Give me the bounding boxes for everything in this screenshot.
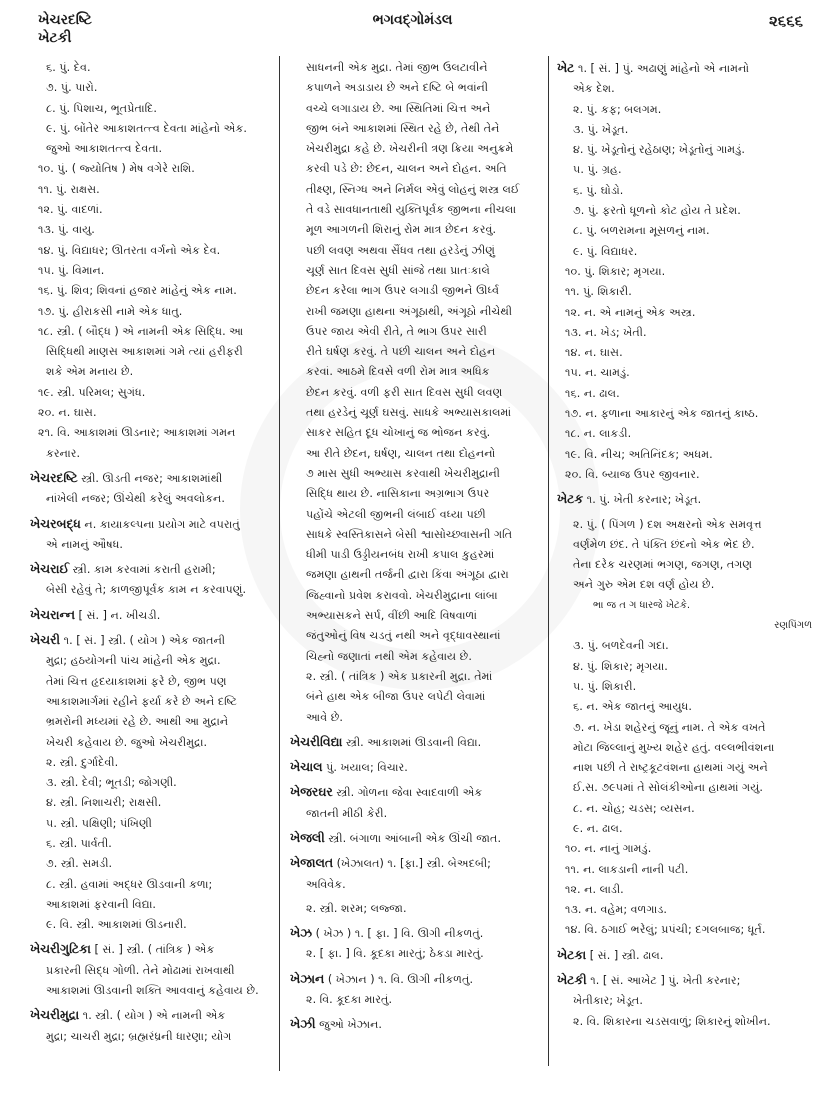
definition-text: [ સં. ] સ્ત્રી. ( તાંત્રિક ) એક: [90, 943, 215, 957]
dictionary-line: કરવી પડે છે: છેદન, ચાલન અને દોહન. અતિ: [306, 162, 507, 176]
dictionary-line: જિહ્વાનો પ્રવેશ કરાવવો. ખેચરીમુદ્રાના લાંબા: [306, 588, 498, 602]
dictionary-line: ભ્રમરોની મધ્યમાં રહે છે. આથી આ મુદ્રાને: [46, 715, 229, 729]
dictionary-line: ૩. પું. ખેડૂત.: [573, 122, 629, 136]
headword: ખેજરઘર: [290, 784, 333, 800]
guide-word-bottom: ખેટકી: [38, 30, 72, 46]
dictionary-line: ૪. પું. ખેડૂતોનું રહેઠાણ; ખેડૂતોનું ગામડું.: [573, 143, 745, 157]
dictionary-line: બંને હાથ એક બીજા ઉપર લપેટી લેવામાં: [306, 690, 486, 704]
book-title: ભગવદ્ગોમંડલ: [372, 12, 453, 28]
definition-text: ન. કાયાકલ્પના પ્રયોગ માટે વપરાતું: [80, 517, 240, 531]
dictionary-line: ૭. પું. ફરતો ધૂળનો કોટ હોય તે પ્રદેશ.: [573, 204, 741, 218]
headword: ખેટ: [557, 60, 575, 75]
dictionary-line: ૧૦. પું. ( જ્યોતિષ ) મેષ વગેરે રાશિ.: [38, 162, 195, 176]
dictionary-line: ૧૦. ન. નાનું ગામડું.: [565, 842, 652, 856]
dictionary-line: ૨૦. ન. ઘાસ.: [38, 406, 97, 420]
dictionary-line: ભા જ ત ગ ધારજે ખેટકે.: [593, 599, 691, 611]
dictionary-line: ૧૪. વિ. ઠગાઈ ભરેલું; પ્રપંચી; દગલબાજ; ધૂર્ત.: [565, 923, 766, 937]
dictionary-entry-headword-line: [290, 923, 540, 944]
dictionary-entry-headword-line: [30, 1005, 270, 1026]
dictionary-line: મુદ્રા; ચાચરી મુદ્રા; બ્રહ્મરંધ્રની ધારણા; યોગ: [46, 1029, 232, 1043]
dictionary-line: ૬. પું. દેવ.: [46, 61, 91, 74]
dictionary-line: સિદ્ધિ થાય છે. નાસિકાના અગ્રભાગ ઉપર: [306, 487, 490, 501]
dictionary-line: ખેતીકાર; ખેડૂત.: [573, 994, 643, 1008]
headword: ખેજલી: [290, 829, 325, 845]
dictionary-line: છેદન કરેલા ભાગ ઉપર લગાડી જીભને ઊર્ધ્વ: [306, 284, 500, 298]
dictionary-line: ૨. પું. ( પિંગળ ) દશ અક્ષરનો એક સમવૃત્ત: [573, 517, 762, 531]
dictionary-line: સાકર સહિત દૂધ ચોખાનું જ ભોજન કરવું.: [306, 426, 491, 440]
dictionary-entry-headword-line: [30, 605, 270, 626]
dictionary-line: ધીમી પાડી ઉડ્ડીયનબંધ રાખી કપાલ કુહરમાં: [306, 548, 495, 562]
definition-text: જુઓ ખેઝાન.: [315, 1018, 382, 1032]
definition-text: ૧. સ્ત્રી. ( યોગ ) એ નામની એક: [79, 1009, 226, 1023]
dictionary-line: ૩. પું. બળદેવની ગદા.: [573, 639, 669, 653]
dictionary-line: ૮. ન. ચોહ; ચડસ; વ્યસન.: [573, 801, 695, 815]
headword: ખેઝાન: [290, 970, 325, 986]
headword: ખેટકી: [557, 972, 587, 988]
dictionary-line: સિદ્ધિથી માણસ આકાશમાં ગમે ત્યાં હરીફરી: [46, 345, 243, 359]
dictionary-entry-headword-line: [557, 970, 812, 991]
dictionary-line: રીતે ઘર્ષણ કરવું. તે પછી ચાલન અને દોહન: [306, 345, 496, 359]
dictionary-line: ૧૬. પું. શિવ; શિવનાં હજાર માંહેનું એક નામ.: [38, 284, 237, 298]
dictionary-line: તેના દરેક ચરણમાં ભગણ, જગણ, તગણ: [573, 558, 753, 572]
dictionary-entry-headword-line: [290, 732, 540, 753]
dictionary-entry-headword-line: [290, 853, 540, 874]
dictionary-entry-headword-line: [290, 782, 540, 803]
dictionary-line: ખેચરીમુદ્રા કહે છે. ખેચરીની ત્રણ ક્રિયા અનુક્રમે: [306, 142, 514, 156]
dictionary-line: ૪. પું. શિકાર; મૃગયા.: [573, 659, 668, 673]
dictionary-line: ૧૬. ન. ઢાલ.: [565, 386, 620, 400]
column-divider: [548, 56, 549, 1066]
definition-text: સ્ત્રી. બંગાળા આંબાની એક ઊંચી જાત.: [324, 831, 502, 845]
dictionary-line: મુદ્રા; હઠયોગની પાંચ માંહેની એક મુદ્રા.: [46, 654, 221, 668]
definition-text: [ સં. ] સ્ત્રી. ઢાલ.: [586, 948, 664, 962]
column-left: [30, 58, 270, 1047]
dictionary-line: ૨. સ્ત્રી. દુર્ગાદેવી.: [46, 755, 119, 769]
dictionary-line: એક દેશ.: [573, 82, 615, 96]
dictionary-line: તીક્ષ્ણ, સ્નિગ્ધ અને નિર્મલ એવું લોહનું શસ્ત્ર લઈ: [306, 182, 520, 196]
dictionary-entry-headword-line: [30, 939, 270, 960]
dictionary-line: ૨. વિ. શિકારના ચડસવાળું; શિકારનું શોખીન.: [573, 1014, 771, 1028]
dictionary-line: ૨. પું. કફ; બલગમ.: [573, 102, 662, 116]
headword: ખેચરબદ્ધ: [30, 515, 81, 531]
column-middle: [290, 58, 540, 1036]
dictionary-line: તે વડે સાવધાનતાથી યુક્તિપૂર્વક જીભના નીચલા: [306, 203, 517, 217]
headword: ખેચરીમુદ્રા: [30, 1007, 80, 1023]
dictionary-line: પછી લવણ અથવા સૈંધવ તથા હરડેનું ઝીણું: [306, 243, 496, 257]
page-number: ૨૬૬૬: [768, 12, 803, 30]
dictionary-line: ઈ.સ. ૭૯૫માં તે સોલંકીઓના હાથમાં ગયું.: [573, 781, 763, 795]
headword: ખેટક: [557, 491, 584, 507]
dictionary-line: ૨. સ્ત્રી. શરમ; લજ્જા.: [306, 901, 407, 915]
dictionary-line: ૫. પું. ગ્રહ.: [573, 163, 622, 177]
dictionary-line: ૪. સ્ત્રી. નિશાચરી; રાક્ષસી.: [46, 796, 162, 810]
dictionary-line: ૧૫. ન. ચામડું.: [565, 366, 630, 380]
dictionary-line: જાતની મીઠી કેરી.: [306, 806, 388, 820]
dictionary-line: ચૂર્ણ સાત દિવસ સુધી સાંજે તથા પ્રાતઃકાલે: [306, 263, 490, 277]
dictionary-line: ૧૧. ન. લાકડાની નાની પટી.: [565, 862, 689, 876]
dictionary-line: રાખી જમણા હાથના અંગૂઠાથી, અંગૂઠો નીચેથી: [306, 304, 513, 318]
headword: ખેટકા: [557, 946, 587, 962]
dictionary-line: ૮. પું. પિશાચ, ભૂતપ્રેતાદિ.: [46, 101, 157, 115]
dictionary-entry-headword-line: [290, 757, 540, 778]
dictionary-line: ૬. ન. એક જાતનું આયુધ.: [573, 700, 692, 714]
definition-text: ૧. [ સં. આખેટ ] પું. ખેતી કરનાર;: [586, 974, 741, 988]
dictionary-line: ૯. ન. ઢાલ.: [573, 821, 623, 835]
dictionary-line: ૧૮. સ્ત્રી. ( બૌદ્ધ ) એ નામની એક સિદ્ધિ. આ: [38, 324, 244, 338]
dictionary-line: ૧૧. પું. શિકારી.: [565, 285, 632, 299]
dictionary-line: કરવાં. આઠમે દિવસે વળી રોમ માત્ર અધિક: [306, 365, 490, 379]
dictionary-line: ૩. સ્ત્રી. દેવી; ભૂતડી; જોગણી.: [46, 776, 177, 790]
dictionary-line: મૂળ આગળની શિરાનું રોમ માત્ર છેદન કરવું.: [306, 223, 497, 237]
headword: ખેચરીગુટિકા: [30, 941, 91, 957]
dictionary-line: ૯. પું. બોંતેર આકાશતત્ત્વ દેવતા માંહેનો એક.: [46, 121, 247, 135]
dictionary-line: સાધનની એક મુદ્રા. તેમાં જીભ ઉલટાવીને: [306, 61, 488, 74]
dictionary-line: તથા હરડેનું ચૂર્ણ ઘસવું. સાધકે અભ્યાસકાલમાં: [306, 406, 512, 420]
dictionary-line: ૮. પું. બળરામના મૂસળનું નામ.: [573, 224, 710, 238]
dictionary-line: જુઓ આકાશતત્ત્વ દેવતા.: [46, 142, 163, 156]
dictionary-entry-headword-line: [290, 828, 540, 849]
column-right: [557, 58, 812, 1032]
definition-text: ૧. [ સં. ] પું. અઢાણું માંહેનો એ નામનો: [574, 62, 750, 75]
dictionary-line: ૧૩. ન. ખેડ; ખેતી.: [565, 325, 647, 339]
dictionary-line: ૬. સ્ત્રી. પાર્વતી.: [46, 836, 112, 850]
dictionary-entry-headword-line: [30, 468, 270, 489]
dictionary-line: પહોંચે એટલી જીભની લંબાઈ વધ્યા પછી: [306, 507, 486, 521]
dictionary-line: તેમાં ચિત્ત હૃદયાકાશમાં ફરે છે, જીભ પણ: [46, 674, 227, 688]
dictionary-line: શકે એમ મનાય છે.: [46, 365, 134, 379]
headword: ખેચરદષ્ટિ: [30, 469, 78, 485]
dictionary-entry-headword-line: [30, 559, 270, 580]
dictionary-line: સાધકે સ્વસ્તિકાસને બેસી શ્વાસોચ્છ્વાસની ગતિ: [306, 527, 513, 541]
dictionary-line: ૧૨. ન. લાડી.: [565, 882, 624, 896]
dictionary-line: ૯. પું. વિદ્યાધર.: [573, 244, 638, 258]
headword: ખેજાલત: [290, 855, 334, 871]
headword: ખેઝ: [290, 925, 313, 941]
definition-text: સ્ત્રી. આકાશમાં ઊડવાની વિદ્યા.: [342, 735, 482, 749]
dictionary-line: કરનાર.: [46, 446, 81, 460]
dictionary-line: આ રીતે છેદન, ઘર્ષણ, ચાલન તથા દોહનનો: [306, 446, 496, 460]
dictionary-line: ૨. વિ. કૂદકા મારતું.: [306, 993, 393, 1007]
dictionary-line: ખેચરી કહેવાય છે. જુઓ ખેચરીમુદ્રા.: [46, 735, 208, 749]
dictionary-line: ૯. વિ. સ્ત્રી. આકાશમાં ઊડનારી.: [46, 918, 187, 932]
dictionary-line: ૭ માસ સુધી અભ્યાસ કરવાથી ખેચરીમુદ્રાની: [306, 466, 500, 480]
dictionary-line: આવે છે.: [306, 710, 343, 724]
dictionary-line: ૧૧. પું. રાક્ષસ.: [38, 182, 100, 196]
definition-text: (ખેઝાલત) ૧. [ફા.] સ્ત્રી. બેઅદબી;: [333, 857, 491, 871]
dictionary-line: જીભ બંને આકાશમાં સ્થિત રહે છે, તેથી તેને: [306, 121, 500, 135]
dictionary-line: ૨. [ ફા. ] વિ. કૂદકા મારતું; ઠેકડા મારતું.: [306, 947, 484, 961]
definition-text: ( ખેઝ ) ૧. [ ફા. ] વિ. ઊગી નીકળતું.: [312, 927, 484, 941]
definition-text: સ્ત્રી. ઊડતી નજર; આકાશમાંથી: [77, 471, 223, 485]
dictionary-entry-headword-line: [290, 1014, 540, 1035]
headword: ખેચાલ: [290, 759, 323, 775]
dictionary-line: આકાશમાં ફરવાની વિદ્યા.: [46, 897, 156, 911]
dictionary-line: ૧૩. પું. વાયુ.: [38, 223, 95, 237]
dictionary-line: અને ગુરુ એમ દશ વર્ણ હોય છે.: [573, 578, 715, 592]
headword: ખેચરીવિદ્યા: [290, 733, 343, 749]
headword: ખેચરી: [30, 632, 61, 648]
dictionary-line: છેદન કરવું. વળી ફરી સાત દિવસ સુધી લવણ: [306, 385, 503, 399]
definition-text: સ્ત્રી. ગોળના જેવા સ્વાદવાળી એક: [332, 786, 483, 800]
dictionary-line: ૧૮. ન. લાકડી.: [565, 427, 632, 441]
definition-text: ૧. [ સં. ] સ્ત્રી. ( યોગ ) એક જાતની: [60, 634, 226, 648]
dictionary-line: ૫. પું. શિકારી.: [573, 679, 637, 693]
dictionary-entry-headword-line: [557, 58, 812, 79]
dictionary-line: રણપિંગળ: [774, 620, 812, 632]
dictionary-line: પ્રકારની સિદ્ધ ગોળી. તેને મોઢામાં રાખવાથી: [46, 963, 235, 977]
dictionary-line: ૧૩. ન. વહેમ; વળગાડ.: [565, 903, 667, 917]
dictionary-line: ૧૪. પું. વિદ્યાધર; ઊતરતા વર્ગનો એક દેવ.: [38, 243, 221, 257]
dictionary-entry-headword-line: [557, 945, 812, 966]
dictionary-line: ૨. સ્ત્રી. ( તાંત્રિક ) એક પ્રકારની મુદ્રા. તેમાં: [306, 669, 493, 683]
dictionary-line: ૧૦. પું. શિકાર; મૃગયા.: [565, 264, 666, 278]
dictionary-entry-headword-line: [290, 969, 540, 990]
dictionary-line: ૧૭. ન. ફળાના આકારનું એક જાતનું કાષ્ઠ.: [565, 407, 759, 421]
dictionary-line: આકાશમાર્ગમાં રહીને ફર્યા કરે છે અને દષ્ટિ: [46, 694, 238, 708]
dictionary-line: ૧૪. ન. ઘાસ.: [565, 346, 623, 360]
guide-word-top: ખેચરદષ્ટિ: [38, 12, 92, 28]
dictionary-entry-headword-line: [30, 514, 270, 535]
dictionary-line: ૨૦. વિ. બ્યાજ ઉપર જીવનાર.: [565, 467, 700, 481]
dictionary-line: જંતુઓનું વિષ ચડતું નથી અને વૃદ્ધાવસ્થાનાં: [306, 629, 501, 643]
definition-text: પું. ખયાલ; વિચાર.: [322, 761, 408, 775]
dictionary-line: એ નામનું ઔષધ.: [46, 537, 123, 551]
dictionary-line: ૮. સ્ત્રી. હવામાં અદ્ધર ઊડવાની કળા;: [46, 877, 213, 891]
headword: ખેઝી: [290, 1016, 316, 1032]
definition-text: સ્ત્રી. કામ કરવામાં કરાતી હરામી;: [69, 563, 216, 577]
dictionary-line: અભ્યાસકને સર્પ, વીંછી આદિ વિષવાળાં: [306, 609, 477, 623]
dictionary-line: અવિવેક.: [306, 877, 346, 891]
dictionary-line: ૭. પું. પારો.: [46, 81, 98, 95]
definition-text: [ સં. ] ન. ખીચડી.: [74, 608, 161, 622]
dictionary-line: ૧૯. વિ. નીચ; અતિનિંદક; અધમ.: [565, 447, 713, 461]
dictionary-line: કપાળને અડાડાય છે અને દષ્ટિ બે ભવાંની: [306, 81, 489, 95]
dictionary-line: ૧૨. ન. એ નામનું એક અસ્ત્ર.: [565, 305, 696, 319]
dictionary-line: જમણા હાથની તર્જની દ્વારા કિંવા અંગૂઠા દ્વારા: [306, 568, 509, 582]
definition-text: ૧. પું. ખેતી કરનાર; ખેડૂત.: [583, 493, 702, 507]
headword: ખેચરાન્ન: [30, 606, 75, 622]
dictionary-line: ૧૨. પું. વાદળાં.: [38, 203, 103, 217]
dictionary-line: ઉપર જાય એવી રીતે, તે ભાગ ઉપર સારી: [306, 324, 487, 338]
dictionary-line: ૧૯. સ્ત્રી. પરિમલ; સુગંધ.: [38, 385, 146, 399]
dictionary-entry-headword-line: [557, 489, 812, 510]
dictionary-line: ૧૫. પું. વિમાન.: [38, 263, 105, 277]
dictionary-line: ૨૧. વિ. આકાશમાં ઊડનાર; આકાશમાં ગમન: [38, 426, 236, 440]
dictionary-line: વચ્ચે લગાડાય છે. આ સ્થિતિમાં ચિત્ત અને: [306, 101, 491, 115]
dictionary-line: બેસી રહેવું તે; કાળજીપૂર્વક કામ ન કરવાપણું.: [46, 583, 247, 597]
dictionary-line: ૭. સ્ત્રી. સમડી.: [46, 857, 113, 871]
headword: ખેચરાઈ: [30, 561, 70, 577]
dictionary-line: આકાશમાં ઊડવાની શક્તિ આવવાનું કહેવાય છે.: [46, 984, 259, 998]
dictionary-line: વર્ણમેળ છંદ. તે પંક્તિ છંદનો એક ભેદ છે.: [573, 537, 755, 551]
dictionary-line: મોટા જિલ્લાનું મુખ્ય શહેર હતું. વલ્લભીવંશના: [573, 740, 775, 754]
dictionary-line: ૭. ન. ખેડા શહેરનું જૂનું નામ. તે એક વખતે: [573, 720, 766, 734]
dictionary-line: ૫. સ્ત્રી. પક્ષિણી; પંખિણી: [46, 816, 152, 830]
dictionary-line: નાશ પછી તે રાષ્ટ્રકૂટવંશના હાથમાં ગયું અને: [573, 761, 768, 775]
dictionary-line: ૧૭. પું. હીરાકસી નામે એક ધાતુ.: [38, 304, 183, 318]
column-divider: [279, 56, 280, 1071]
dictionary-line: ૬. પું. ઘોડો.: [573, 183, 624, 197]
dictionary-line: ચિહ્નો જણાતાં નથી એમ કહેવાય છે.: [306, 649, 472, 663]
page-header: [0, 8, 825, 48]
definition-text: ( ખેઝાન ) ૧. વિ. ઊગી નીકળતું.: [324, 972, 474, 986]
dictionary-entry-headword-line: [30, 630, 270, 651]
dictionary-line: નાંખેલી નજર; ઊંચેથી કરેલું અવલોકન.: [46, 492, 225, 506]
